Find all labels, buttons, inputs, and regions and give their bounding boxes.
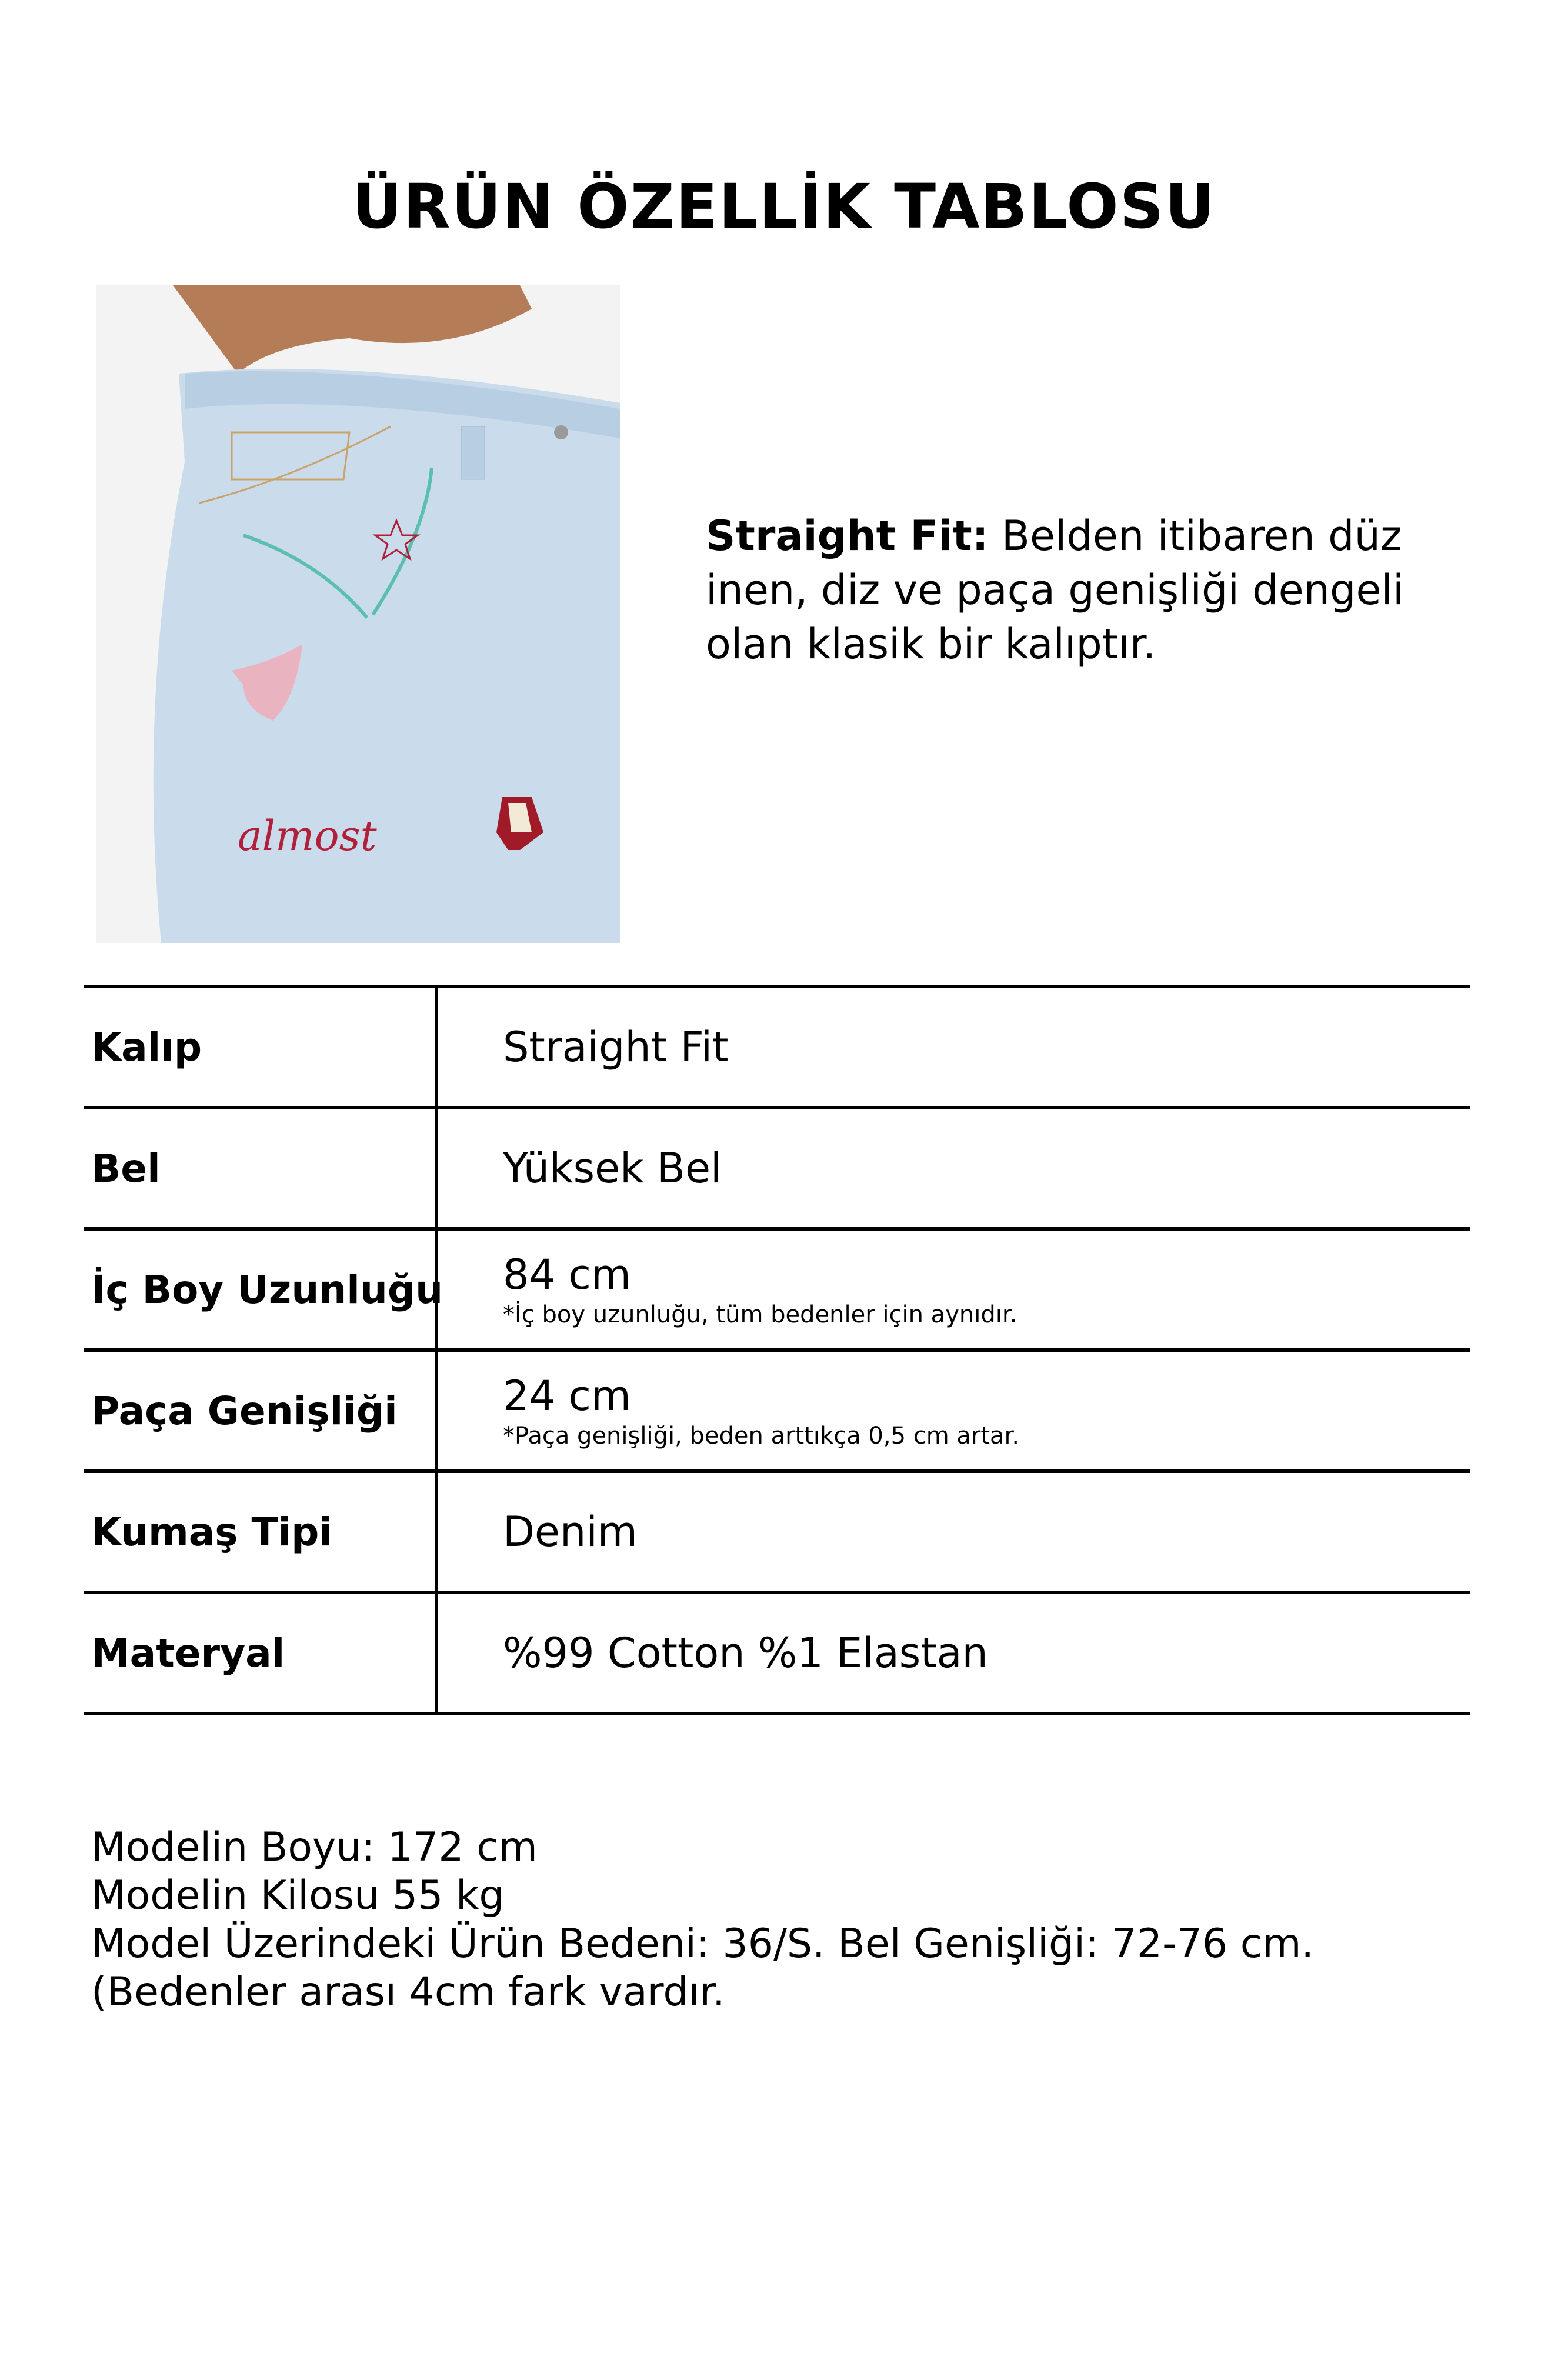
spec-key: Paça Genişliği <box>91 1388 398 1434</box>
fit-description-text: Belden itibaren düz inen, diz ve paça genişliği dengeli olan klasik bir kalıptır. <box>706 512 1404 668</box>
page-title: ÜRÜN ÖZELLİK TABLOSU <box>352 171 1216 242</box>
fit-description-label: Straight Fit: <box>706 512 989 560</box>
spec-value <box>503 1473 638 1591</box>
spec-value-text: %99 Cotton %1 Elastan <box>503 1629 988 1677</box>
spec-table <box>84 985 1470 1715</box>
spec-value <box>503 1594 988 1712</box>
table-row <box>84 985 1470 1106</box>
svg-text:almost: almost <box>238 812 377 860</box>
model-info <box>91 1824 1503 2017</box>
spec-value <box>503 988 729 1106</box>
spec-value-text: 24 cm <box>503 1372 631 1420</box>
table-row <box>84 1591 1470 1715</box>
spec-key: İç Boy Uzunluğu <box>91 1267 443 1312</box>
model-height: Modelin Boyu: 172 cm <box>91 1824 538 1871</box>
spec-note: *İç boy uzunluğu, tüm bedenler için aynıdır. <box>503 1301 1017 1328</box>
column-divider <box>435 1109 438 1227</box>
table-row <box>84 1106 1470 1227</box>
model-weight: Modelin Kilosu 55 kg <box>91 1872 505 1919</box>
spec-key: Bel <box>91 1145 161 1191</box>
spec-key: Materyal <box>91 1630 285 1676</box>
fit-description <box>706 509 1482 671</box>
spec-key: Kalıp <box>91 1024 202 1070</box>
spec-value <box>503 1109 722 1227</box>
column-divider <box>435 1352 438 1469</box>
spec-key: Kumaş Tipi <box>91 1509 333 1555</box>
column-divider <box>435 1594 438 1712</box>
spec-value-text: Denim <box>503 1508 638 1556</box>
spec-value-text: Yüksek Bel <box>503 1144 722 1192</box>
table-row <box>84 1348 1470 1469</box>
spec-value-text: 84 cm <box>503 1251 631 1299</box>
spec-value-text: Straight Fit <box>503 1023 729 1071</box>
spec-note: *Paça genişliği, beden arttıkça 0,5 cm artar. <box>503 1422 1020 1449</box>
model-size-info: Model Üzerindeki Ürün Bedeni: 36/S. Bel Genişliği: 72-76 cm. (Bedenler arası 4cm fark vardır. <box>91 1921 1315 2015</box>
product-photo <box>96 285 620 943</box>
spec-value <box>503 1231 1017 1348</box>
table-row <box>84 1227 1470 1348</box>
table-row <box>84 1469 1470 1591</box>
spec-value <box>503 1352 1019 1469</box>
column-divider <box>435 988 438 1106</box>
jeans-illustration <box>96 285 620 943</box>
column-divider <box>435 1473 438 1591</box>
